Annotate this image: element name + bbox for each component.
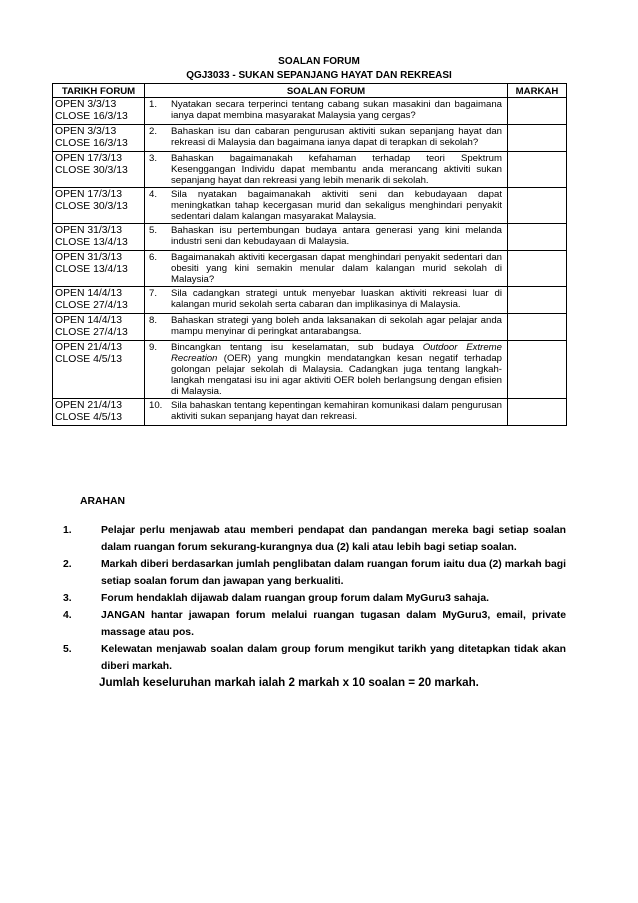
date-cell: [53, 251, 145, 287]
question-cell: [145, 399, 508, 426]
open-date: OPEN 21/4/13: [55, 400, 123, 411]
markah-cell: [508, 125, 567, 152]
close-date: CLOSE 27/4/13: [55, 300, 128, 311]
date-cell: [53, 399, 145, 426]
question-text: Bahaskan strategi yang boleh anda laksanakan di sekolah agar pelajar anda mampu menyinar di peringkat antarabangsa.: [171, 315, 502, 337]
date-cell: [53, 152, 145, 188]
question-number: 5.: [149, 225, 158, 236]
question-number: 3.: [149, 153, 158, 164]
question-number: 1.: [149, 99, 158, 110]
open-date: OPEN 17/3/13: [55, 153, 123, 164]
date-cell: [53, 224, 145, 251]
total-marks: Jumlah keseluruhan markah ialah 2 markah x 10 soalan = 20 markah.: [99, 676, 479, 689]
arahan-text: Markah diberi berdasarkan jumlah penglibatan dalam ruangan forum iaitu dua (2) markah bagi setiap soalan forum dan jawapan yang berkualiti.: [101, 559, 566, 587]
markah-cell: [508, 314, 567, 341]
table-row: [53, 287, 567, 314]
table-header-row: [53, 84, 567, 98]
markah-cell: [508, 341, 567, 399]
question-number: 9.: [149, 342, 158, 353]
date-cell: [53, 314, 145, 341]
open-date: OPEN 17/3/13: [55, 189, 123, 200]
close-date: CLOSE 16/3/13: [55, 111, 128, 122]
question-text: Bahaskan isu dan cabaran pengurusan aktiviti sukan sepanjang hayat dan rekreasi di Malaysia dan bagaimana ianya dapat di terapkan di sekolah?: [171, 126, 502, 148]
table-row: [53, 314, 567, 341]
table-row: [53, 224, 567, 251]
close-date: CLOSE 30/3/13: [55, 201, 128, 212]
question-cell: [145, 125, 508, 152]
arahan-item: [60, 641, 566, 675]
date-cell: [53, 341, 145, 399]
question-text-part: Bincangkan tentang isu keselamatan, sub budaya: [171, 342, 423, 353]
question-text: [171, 342, 502, 397]
date-cell: [53, 287, 145, 314]
question-cell: [145, 314, 508, 341]
close-date: CLOSE 4/5/13: [55, 354, 123, 365]
header-tarikh: TARIKH FORUM: [53, 84, 145, 98]
question-number: 8.: [149, 315, 158, 326]
question-text: Bahaskan isu pertembungan budaya antara generasi yang kini melanda industri seni dan kebudayaan di Malaysia.: [171, 225, 502, 247]
table-row: [53, 399, 567, 426]
arahan-text: Forum hendaklah dijawab dalam ruangan group forum dalam MyGuru3 sahaja.: [101, 593, 489, 604]
date-cell: [53, 125, 145, 152]
close-date: CLOSE 16/3/13: [55, 138, 128, 149]
question-text-italic: Outdoor Extreme Recreation: [171, 342, 502, 364]
table-row: [53, 125, 567, 152]
open-date: OPEN 31/3/13: [55, 225, 123, 236]
document-title: SOALAN FORUM: [278, 56, 360, 67]
markah-cell: [508, 287, 567, 314]
question-number: 2.: [149, 126, 158, 137]
arahan-number: 3.: [63, 593, 72, 604]
arahan-item: [60, 556, 566, 590]
question-text: Nyatakan secara terperinci tentang cabang sukan masakini dan bagaimana ianya dapat membina masyarakat Malaysia yang cergas?: [171, 99, 502, 121]
question-number: 7.: [149, 288, 158, 299]
question-cell: [145, 188, 508, 224]
arahan-number: 2.: [63, 559, 72, 570]
question-cell: [145, 287, 508, 314]
arahan-text: Kelewatan menjawab soalan dalam group forum mengikut tarikh yang ditetapkan tidak akan diberi markah.: [101, 644, 566, 672]
arahan-number: 5.: [63, 644, 72, 655]
close-date: CLOSE 27/4/13: [55, 327, 128, 338]
question-text: Bahaskan bagaimanakah kefahaman terhadap teori Spektrum Kesenggangan Individu dapat membantu anda merancang aktiviti sukan sepanjang hayat dan rekreasi yang lebih menarik di sekolah.: [171, 153, 502, 186]
question-cell: [145, 152, 508, 188]
question-number: 6.: [149, 252, 158, 263]
date-cell: [53, 98, 145, 125]
open-date: OPEN 21/4/13: [55, 342, 123, 353]
question-cell: [145, 251, 508, 287]
question-cell: [145, 224, 508, 251]
header-markah: MARKAH: [508, 84, 567, 98]
open-date: OPEN 3/3/13: [55, 99, 117, 110]
markah-cell: [508, 399, 567, 426]
markah-cell: [508, 224, 567, 251]
open-date: OPEN 31/3/13: [55, 252, 123, 263]
arahan-item: [60, 522, 566, 556]
markah-cell: [508, 188, 567, 224]
close-date: CLOSE 13/4/13: [55, 237, 128, 248]
question-text: Bagaimanakah aktiviti kecergasan dapat menghindari penyakit sedentari dan obesiti yang kini semakin menular dalam kalangan murid sekolah di Malaysia?: [171, 252, 502, 285]
question-number: 10.: [149, 400, 163, 411]
close-date: CLOSE 13/4/13: [55, 264, 128, 275]
arahan-text: JANGAN hantar jawapan forum melalui ruangan tugasan dalam MyGuru3, email, private massage atau pos.: [101, 610, 566, 638]
table-row: [53, 251, 567, 287]
date-cell: [53, 188, 145, 224]
open-date: OPEN 14/4/13: [55, 315, 123, 326]
table-row: [53, 152, 567, 188]
arahan-number: 4.: [63, 610, 72, 621]
markah-cell: [508, 152, 567, 188]
question-text-part: (OER) yang mungkin mendatangkan kesan negatif terhadap golongan pelajar sekolah di Malaysia. Cadangkan juga tentang langkah-langkah mengatasi isu ini agar aktiviti OER boleh berlangsung dengan efisien di Malaysia.: [171, 353, 502, 397]
table-row: [53, 341, 567, 399]
arahan-number: 1.: [63, 525, 72, 536]
question-text: Sila nyatakan bagaimanakah aktiviti seni dan kebudayaan dapat meningkatkan tahap kecergasan murid dan sekaligus menghindari penyakit sedentari dalam kalangan masyarakat Malaysia.: [171, 189, 502, 222]
question-number: 4.: [149, 189, 158, 200]
close-date: CLOSE 30/3/13: [55, 165, 128, 176]
open-date: OPEN 14/4/13: [55, 288, 123, 299]
arahan-item: [60, 607, 566, 641]
question-text: Sila bahaskan tentang kepentingan kemahiran komunikasi dalam pengurusan aktiviti sukan sepanjang hayat dan rekreasi.: [171, 400, 502, 422]
header-soalan: SOALAN FORUM: [145, 84, 508, 98]
document-subtitle: QGJ3033 - SUKAN SEPANJANG HAYAT DAN REKREASI: [186, 70, 452, 81]
arahan-list: [60, 522, 566, 675]
open-date: OPEN 3/3/13: [55, 126, 117, 137]
close-date: CLOSE 4/5/13: [55, 412, 123, 423]
forum-table: [52, 83, 567, 426]
question-cell: [145, 341, 508, 399]
arahan-title: ARAHAN: [80, 496, 126, 507]
arahan-item: [60, 590, 566, 607]
markah-cell: [508, 251, 567, 287]
question-cell: [145, 98, 508, 125]
markah-cell: [508, 98, 567, 125]
question-text: Sila cadangkan strategi untuk menyebar luaskan aktiviti rekreasi luar di kalangan murid sekolah serta cabaran dan implikasinya di Malaysia.: [171, 288, 502, 310]
arahan-text: Pelajar perlu menjawab atau memberi pendapat dan pandangan mereka bagi setiap soalan dalam ruangan forum sekurang-kurangnya dua (2) kali atau lebih bagi setiap soalan.: [101, 525, 566, 553]
table-row: [53, 188, 567, 224]
table-row: [53, 98, 567, 125]
